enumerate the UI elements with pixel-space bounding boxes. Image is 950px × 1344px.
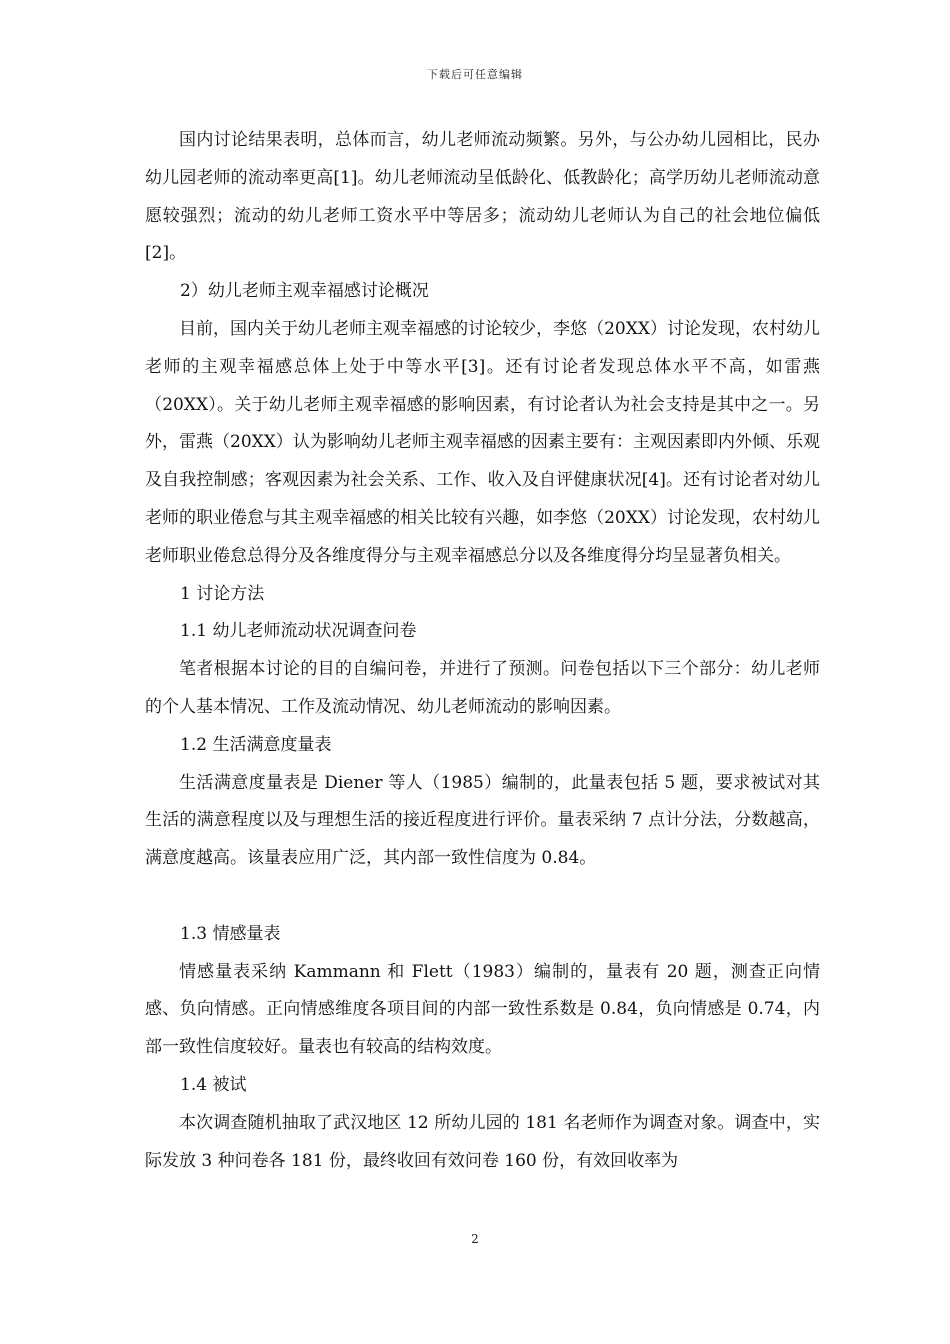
subsection-heading: 1.2 生活满意度量表: [180, 734, 332, 755]
document-body: [145, 122, 820, 1180]
page-header: 下载后可任意编辑: [427, 68, 523, 81]
subsection-heading: 1.4 被试: [180, 1074, 247, 1095]
subsection-heading: 1.1 幼儿老师流动状况调查问卷: [180, 621, 417, 642]
section-heading: 1 讨论方法: [180, 583, 265, 604]
body-paragraph: 笔者根据本讨论的目的自编问卷，并进行了预测。问卷包括以下三个部分：幼儿老师的个人基本情况、工作及流动情况、幼儿老师流动的影响因素。: [145, 659, 820, 717]
body-paragraph: 目前，国内关于幼儿老师主观幸福感的讨论较少，李悠（20XX）讨论发现，农村幼儿老师的主观幸福感总体上处于中等水平[3]。还有讨论者发现总体水平不高，如雷燕（20XX）。关于幼儿老师主观幸福感的影响因素，有讨论者认为社会支持是其中之一。另外，雷燕（20XX）认为影响幼儿老师主观幸福感的因素主要有：主观因素即内外倾、乐观及自我控制感；客观因素为社会关系、工作、收入及自评健康状况[4]。还有讨论者对幼儿老师的职业倦怠与其主观幸福感的相关比较有兴趣，如李悠（20XX）讨论发现，农村幼儿老师职业倦怠总得分及各维度得分与主观幸福感总分以及各维度得分均呈显著负相关。: [145, 318, 820, 566]
body-paragraph: 国内讨论结果表明，总体而言，幼儿老师流动频繁。另外，与公办幼儿园相比，民办幼儿园老师的流动率更高[1]。幼儿老师流动呈低龄化、低教龄化；高学历幼儿老师流动意愿较强烈；流动的幼儿老师工资水平中等居多；流动幼儿老师认为自己的社会地位偏低[2]。: [145, 130, 820, 264]
page-number: 2: [471, 1232, 479, 1246]
blank-line: [145, 878, 820, 916]
body-paragraph: 生活满意度量表是 Diener 等人（1985）编制的，此量表包括 5 题，要求被试对其生活的满意程度以及与理想生活的接近程度进行评价。量表采纳 7 点计分法，分数越高，满意度越高。该量表应用广泛，其内部一致性信度为 0.84。: [145, 772, 820, 869]
body-paragraph: 本次调查随机抽取了武汉地区 12 所幼儿园的 181 名老师作为调查对象。调查中，实际发放 3 种问卷各 181 份，最终收回有效问卷 160 份，有效回收率为: [145, 1112, 820, 1171]
section-heading: 2）幼儿老师主观幸福感讨论概况: [180, 281, 429, 302]
subsection-heading: 1.3 情感量表: [180, 923, 281, 944]
body-paragraph: 情感量表采纳 Kammann 和 Flett（1983）编制的，量表有 20 题，测查正向情感、负向情感。正向情感维度各项目间的内部一致性系数是 0.84，负向情感是 0.74，内部一致性信度较好。量表也有较高的结构效度。: [145, 961, 820, 1058]
